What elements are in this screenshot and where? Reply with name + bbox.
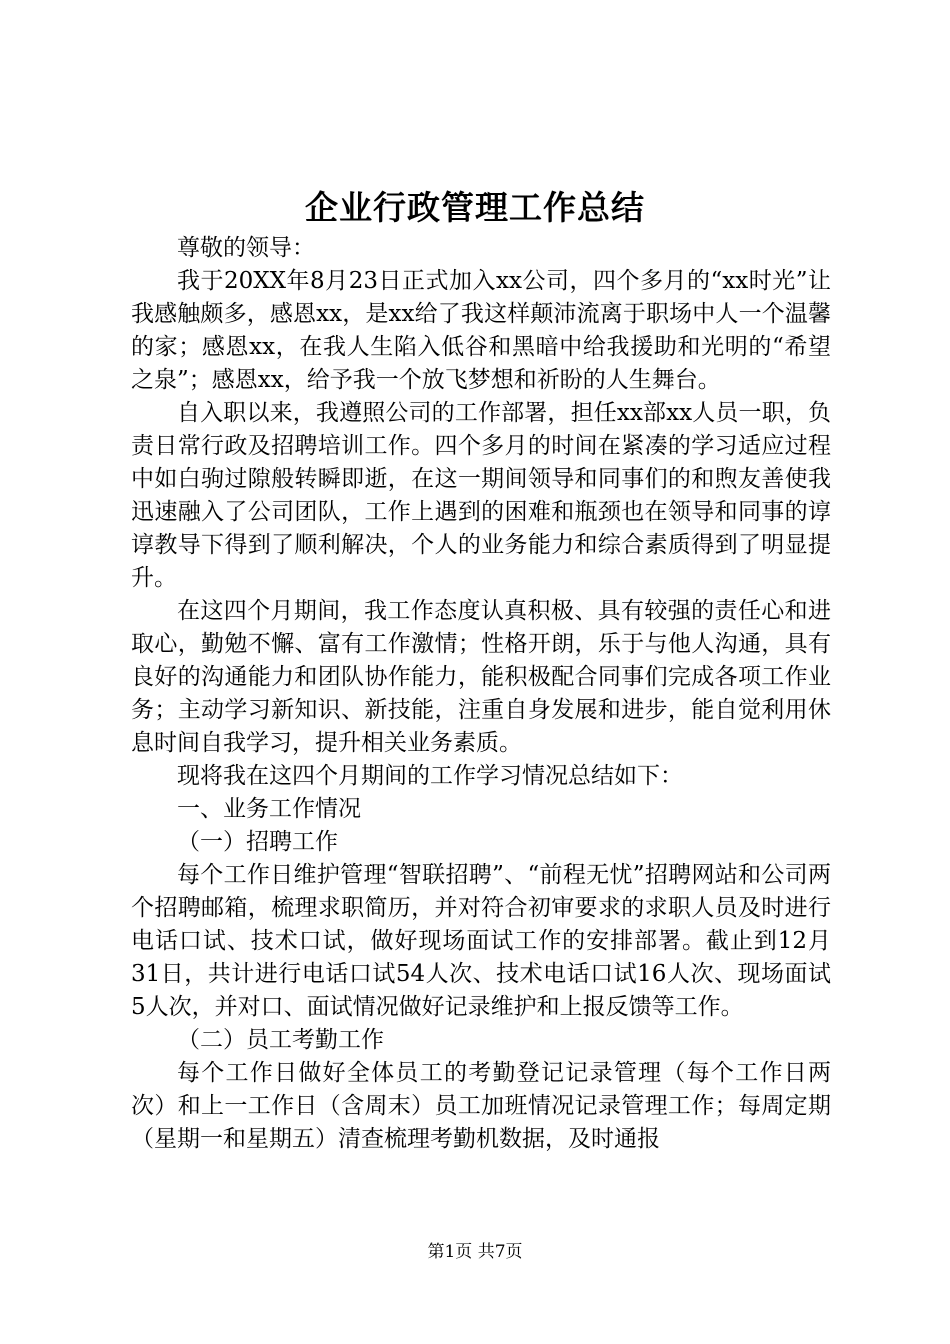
salutation: 尊敬的领导： [177, 235, 315, 261]
page-footer: 第1页 共7页 [427, 1242, 523, 1262]
paragraph-responsibilities: 自入职以来，我遵照公司的工作部署，担任xx部xx人员一职，负责日常行政及招聘培训工作。四个多月的时间在紧凑的学习适应过程中如白驹过隙般转瞬即逝，在这一期间领导和同事们的和煦友善使我迅速融入了公司团队，工作上遇到的困难和瓶颈也在领导和同事的谆谆教导下得到了顺利解决，个人的业务能力和综合素质得到了明显提升。 [131, 400, 831, 591]
paragraph-intro: 我于20XX年8月23日正式加入xx公司，四个多月的“xx时光”让我感触颇多，感恩xx，是xx给了我这样颠沛流离于职场中人一个温馨的家；感恩xx，在我人生陷入低谷和黑暗中给我援助和光明的“希望之泉”；感恩xx，给予我一个放飞梦想和祈盼的人生舞台。 [131, 268, 831, 393]
subsection-heading-recruitment: （一）招聘工作 [177, 829, 338, 855]
subsection-heading-attendance: （二）员工考勤工作 [177, 1027, 384, 1053]
paragraph-recruitment: 每个工作日维护管理“智联招聘”、“前程无忧”招聘网站和公司两个招聘邮箱，梳理求职简历，并对符合初审要求的求职人员及时进行电话口试、技术口试，做好现场面试工作的安排部署。截止到12月31日，共计进行电话口试54人次、技术电话口试16人次、现场面试5人次，并对口、面试情况做好记录维护和上报反馈等工作。 [131, 862, 831, 1020]
document-title: 企业行政管理工作总结 [305, 188, 645, 227]
paragraph-attendance: 每个工作日做好全体员工的考勤登记记录管理（每个工作日两次）和上一工作日（含周末）员工加班情况记录管理工作；每周定期（星期一和星期五）清查梳理考勤机数据，及时通报 [131, 1060, 831, 1152]
paragraph-summary-lead: 现将我在这四个月期间的工作学习情况总结如下： [177, 763, 683, 789]
document-body [131, 232, 831, 1156]
section-heading-business: 一、业务工作情况 [177, 796, 361, 822]
paragraph-attitude: 在这四个月期间，我工作态度认真积极、具有较强的责任心和进取心，勤勉不懈、富有工作激情；性格开朗，乐于与他人沟通，具有良好的沟通能力和团队协作能力，能积极配合同事们完成各项工作业务；主动学习新知识、新技能，注重自身发展和进步，能自觉利用休息时间自我学习，提升相关业务素质。 [131, 598, 831, 756]
